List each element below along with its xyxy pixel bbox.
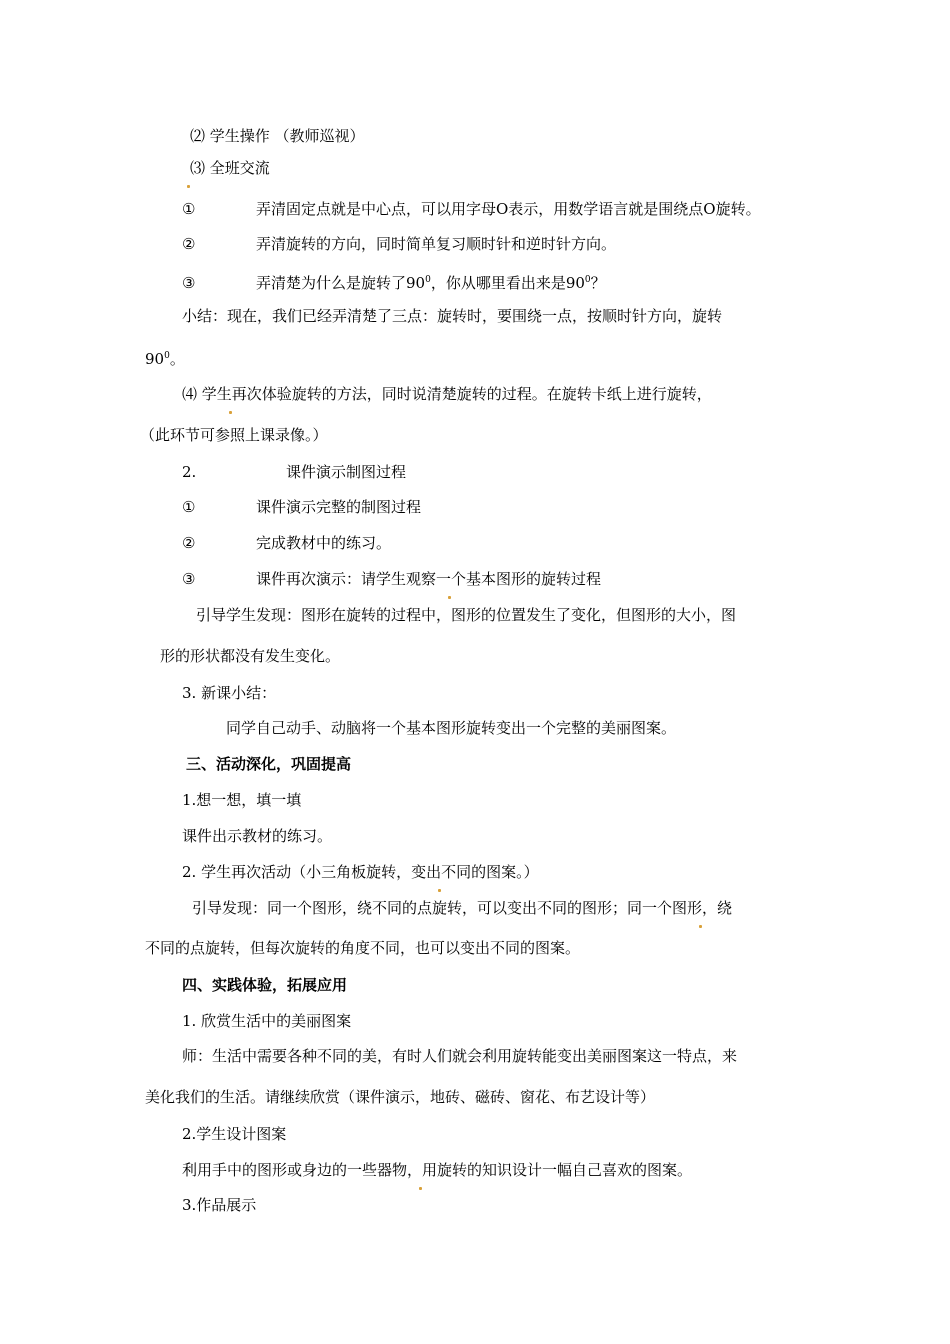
- section-3-heading: 3. 新课小结：: [182, 684, 277, 702]
- section-2-heading: 2. 课件演示制图过程: [182, 463, 407, 481]
- teacher-paragraph-continued: 美化我们的生活。请继续欣赏（课件演示，地砖、磁砖、窗花、布艺设计等）: [145, 1088, 656, 1106]
- step-4-experience: ⑷ 学生再次体验旋转的方法，同时说清楚旋转的过程。在旋转卡纸上进行旋转，: [182, 385, 712, 403]
- guidance-paragraph: 引导学生发现：图形在旋转的过程中，图形的位置发生了变化，但图形的大小，图: [196, 606, 737, 624]
- activity-1: 1.想一想，填一填: [182, 791, 302, 809]
- list-item: ② 完成教材中的练习。: [182, 534, 392, 552]
- teacher-paragraph: 师：生活中需要各种不同的美，有时人们就会利用旋转能变出美丽图案这一特点，来: [182, 1047, 738, 1065]
- new-lesson-summary: 同学自己动手、动脑将一个基本图形旋转变出一个完整的美丽图案。: [226, 719, 677, 737]
- summary-paragraph: 小结：现在，我们已经弄清楚了三点：旋转时，要围绕一点，按顺时针方向，旋转: [182, 307, 723, 325]
- part-four-heading: 四、实践体验，拓展应用: [182, 976, 348, 994]
- guidance-paragraph-continued: 形的形状都没有发生变化。: [160, 647, 341, 665]
- part-three-heading: 三、活动深化，巩固提高: [186, 755, 352, 773]
- list-item: ③ 弄清楚为什么是旋转了$90^0$，你从哪里看出来是$90^0$？: [182, 274, 606, 292]
- practice-3: 3.作品展示: [182, 1196, 257, 1214]
- list-item: ① 弄清固定点就是中心点，可以用字母O表示，用数学语言就是围绕点O旋转。: [182, 200, 761, 218]
- practice-2-detail: 利用手中的图形或身边的一些器物，用旋转的知识设计一幅自己喜欢的图案。: [182, 1161, 693, 1179]
- activity-1-detail: 课件出示教材的练习。: [182, 827, 333, 845]
- step-3-class-exchange: ⑶ 全班交流: [190, 159, 270, 177]
- activity-2: 2. 学生再次活动（小三角板旋转，变出不同的图案。）: [182, 863, 539, 881]
- discovery-paragraph-continued: 不同的点旋转，但每次旋转的角度不同，也可以变出不同的图案。: [145, 939, 581, 957]
- practice-1: 1. 欣赏生活中的美丽图案: [182, 1012, 352, 1030]
- discovery-paragraph: 引导发现：同一个图形，绕不同的点旋转，可以变出不同的图形；同一个图形，绕: [192, 899, 733, 917]
- summary-paragraph-continued: $90^0$。: [145, 350, 185, 368]
- list-item: ① 课件演示完整的制图过程: [182, 498, 422, 516]
- step-2-student-operation: ⑵ 学生操作 （教师巡视）: [190, 127, 365, 145]
- step-4-note: （此环节可参照上课录像。）: [140, 426, 328, 444]
- list-item: ③ 课件再次演示：请学生观察一个基本图形的旋转过程: [182, 570, 602, 588]
- practice-2: 2.学生设计图案: [182, 1125, 287, 1143]
- list-item: ② 弄清旋转的方向，同时简单复习顺时针和逆时针方向。: [182, 235, 617, 253]
